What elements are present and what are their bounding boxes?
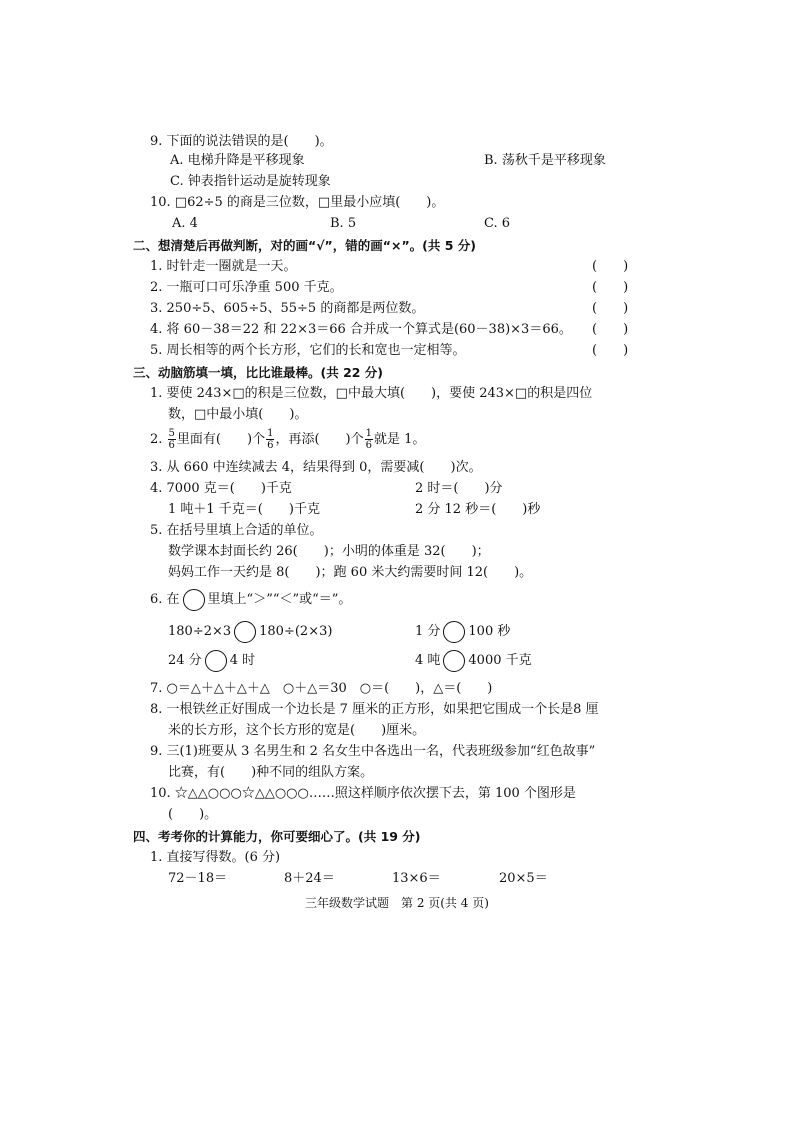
section3-q4-a: 4. 7000 克＝( )千克 — [150, 481, 292, 496]
circle-blank-icon — [183, 589, 205, 611]
q10-stem: 10. □62÷5 的商是三位数，□里最小应填( )。 — [150, 195, 445, 210]
q6-r3-right: 4 时 — [229, 653, 256, 668]
q10-option-a: A. 4 — [172, 216, 198, 231]
section3-q4-d: 2 分 12 秒＝( )秒 — [415, 502, 541, 517]
q10-option-b: B. 5 — [330, 216, 357, 231]
fraction-5-6: $\frac{5}{6}$ — [168, 428, 175, 451]
section2-item-3: 3. 250÷5、605÷5、55÷5 的商都是两位数。 — [150, 301, 425, 316]
section3-q8-line2: 米的长方形，这个长方形的宽是( )厘米。 — [168, 723, 426, 738]
q6-prefix: 6. 在 — [150, 592, 180, 607]
section4-q1-stem: 1. 直接写得数。(6 分) — [150, 850, 281, 865]
section3-q10-line1: 10. ☆△△○○○☆△△○○○……照这样顺序依次摆下去，第 100 个图形是 — [150, 786, 576, 801]
q6-r3-answer-circle[interactable] — [205, 650, 227, 672]
section3-q5-line1: 数学课本封面长约 26( )；小明的体重是 32( )； — [168, 544, 490, 559]
q6-compare-row-2 — [415, 620, 510, 644]
section2-answer-blank-3[interactable]: ( ) — [592, 301, 629, 316]
section4-title: 四、考考你的计算能力，你可要细心了。(共 19 分) — [133, 829, 421, 844]
q6-r1-answer-circle[interactable] — [234, 621, 256, 643]
calc-item-2: 8＋24＝ — [284, 871, 335, 886]
section3-q1-line1: 1. 要使 243×□的积是三位数，□中最大填( )，要使 243×□的积是四位 — [150, 386, 593, 401]
fraction-1-6-b: $\frac{1}{6}$ — [365, 428, 372, 451]
section2-answer-blank-4[interactable]: ( ) — [592, 322, 629, 337]
q9-option-b: B. 荡秋千是平移现象 — [484, 153, 606, 168]
section3-q10-line2: ( )。 — [168, 807, 218, 822]
q6-compare-row-1 — [168, 620, 332, 644]
section3-title: 三、动脑筋填一填，比比谁最棒。(共 22 分) — [133, 365, 384, 380]
q6-r4-right: 4000 千克 — [468, 653, 532, 668]
q6-r4-left: 4 吨 — [415, 653, 441, 668]
q6-compare-row-3 — [168, 649, 255, 673]
section2-item-2: 2. 一瓶可口可乐净重 500 千克。 — [150, 280, 343, 295]
section2-item-1: 1. 时针走一圈就是一天。 — [150, 259, 297, 274]
calc-item-4: 20×5＝ — [499, 871, 548, 886]
q2-number: 2. — [150, 432, 163, 447]
q2-text-2: ，再添( )个 — [275, 432, 364, 447]
q10-option-c: C. 6 — [484, 216, 511, 231]
section3-q4-b: 2 时＝( )分 — [415, 481, 503, 496]
q9-stem: 9. 下面的说法错误的是( )。 — [150, 134, 333, 149]
q6-r1-left: 180÷2×3 — [168, 624, 232, 639]
section3-q4-c: 1 吨＋1 千克＝( )千克 — [168, 502, 320, 517]
section3-q1-line2: 数，□中最小填( )。 — [168, 407, 308, 422]
section2-answer-blank-2[interactable]: ( ) — [592, 280, 629, 295]
section3-q9-line1: 9. 三(1)班要从 3 名男生和 2 名女生中各选出一名，代表班级参加“红色故事” — [150, 744, 596, 759]
calc-item-3: 13×6＝ — [392, 871, 441, 886]
q6-suffix: 里填上“＞”“＜”或“＝”。 — [207, 592, 352, 607]
section3-q8-line1: 8. 一根铁丝正好围成一个边长是 7 厘米的正方形，如果把它围成一个长是8 厘 — [150, 702, 599, 717]
section3-q5-line2: 妈妈工作一天约是 8( )；跑 60 米大约需要时间 12( )。 — [168, 565, 533, 580]
q2-text-3: 就是 1。 — [373, 432, 426, 447]
q9-option-c: C. 钟表指针运动是旋转现象 — [170, 174, 331, 189]
q6-r4-answer-circle[interactable] — [443, 650, 465, 672]
page-footer: 三年级数学试题 第 2 页(共 4 页) — [305, 896, 489, 910]
section3-q7: 7. ○＝△＋△＋△＋△ ○＋△＝30 ○＝( )，△＝( ) — [150, 681, 493, 696]
q6-r3-left: 24 分 — [168, 653, 202, 668]
q6-compare-row-4 — [415, 649, 532, 673]
section2-answer-blank-1[interactable]: ( ) — [592, 259, 629, 274]
section2-item-4: 4. 将 60－38＝22 和 22×3＝66 合并成一个算式是(60－38)×3＝66。 — [150, 322, 572, 337]
calc-item-1: 72－18＝ — [168, 871, 228, 886]
q9-option-a: A. 电梯升降是平移现象 — [170, 153, 305, 168]
q2-text-1: 里面有( )个 — [176, 432, 266, 447]
fraction-1-6-a: $\frac{1}{6}$ — [267, 428, 274, 451]
section2-item-5: 5. 周长相等的两个长方形，它们的长和宽也一定相等。 — [150, 343, 466, 358]
section3-q9-line2: 比赛，有( )种不同的组队方案。 — [168, 765, 374, 780]
section3-q5-stem: 5. 在括号里填上合适的单位。 — [150, 523, 323, 538]
section2-title: 二、想清楚后再做判断，对的画“√”，错的画“×”。(共 5 分) — [133, 238, 477, 253]
section2-answer-blank-5[interactable]: ( ) — [592, 343, 629, 358]
section3-q2 — [150, 428, 425, 452]
q6-r2-answer-circle[interactable] — [443, 621, 465, 643]
section3-q6-stem — [150, 588, 351, 612]
q6-r1-right: 180÷(2×3) — [259, 624, 333, 639]
q6-r2-left: 1 分 — [415, 624, 441, 639]
q6-r2-right: 100 秒 — [468, 624, 511, 639]
section3-q3: 3. 从 660 中连续减去 4，结果得到 0，需要减( )次。 — [150, 460, 482, 475]
